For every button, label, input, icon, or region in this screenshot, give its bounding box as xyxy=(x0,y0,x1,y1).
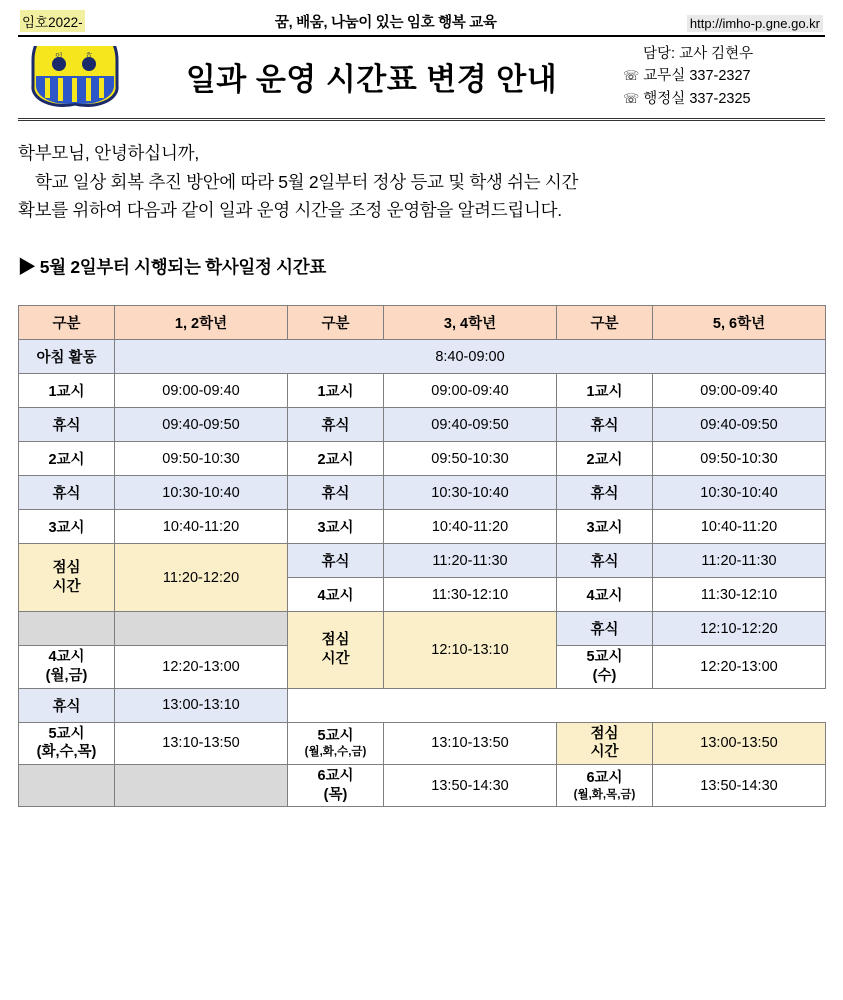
greeting-line: 학부모님, 안녕하십니까, xyxy=(18,143,200,164)
period-label-line2: (목) xyxy=(323,786,348,803)
lunch-time-grade-5-6: 13:00-13:50 xyxy=(653,722,826,765)
rest-time: 09:40-09:50 xyxy=(115,408,288,442)
table-row xyxy=(19,510,826,544)
table-row xyxy=(19,442,826,476)
lunch-time-grade-1-2: 11:20-12:20 xyxy=(115,544,288,612)
period-time: 09:50-10:30 xyxy=(653,442,826,476)
period-label: 2교시 xyxy=(19,442,115,476)
period-label-line2: (수) xyxy=(592,667,617,684)
empty-cell xyxy=(115,765,288,807)
period-label-line1: 6교시 xyxy=(586,770,623,787)
rest-time: 09:40-09:50 xyxy=(384,408,557,442)
lunch-label-grade-3-4 xyxy=(288,612,384,688)
period-label: 1교시 xyxy=(19,374,115,408)
school-emblem-icon xyxy=(29,46,121,108)
rest-label: 휴식 xyxy=(557,612,653,646)
column-header-division-1: 구분 xyxy=(19,306,115,340)
column-header-grade-5-6: 5, 6학년 xyxy=(653,306,826,340)
period-label: 2교시 xyxy=(557,442,653,476)
period-time: 09:50-10:30 xyxy=(115,442,288,476)
period-label: 3교시 xyxy=(19,510,115,544)
period-label-line2: (화,수,목) xyxy=(36,744,97,761)
column-header-division-2: 구분 xyxy=(288,306,384,340)
rest-label: 휴식 xyxy=(557,408,653,442)
contact-office-label: 교무실 337-2327 xyxy=(643,68,751,85)
contact-admin-label: 행정실 337-2325 xyxy=(643,90,751,107)
period-time: 13:10-13:50 xyxy=(384,722,557,765)
lunch-label-grade-5-6 xyxy=(557,722,653,765)
rest-time: 09:40-09:50 xyxy=(653,408,826,442)
period-label: 1교시 xyxy=(288,374,384,408)
timetable xyxy=(18,305,826,807)
rest-label: 휴식 xyxy=(19,688,115,722)
svg-text:호: 호 xyxy=(85,51,93,61)
lunch-label-line1: 점심 xyxy=(321,632,350,649)
table-row xyxy=(19,544,826,578)
lunch-time-grade-3-4: 12:10-13:10 xyxy=(384,612,557,688)
logo-container xyxy=(20,46,130,108)
rest-label: 휴식 xyxy=(288,544,384,578)
period-label xyxy=(557,646,653,688)
phone-icon: ☏ xyxy=(623,68,640,84)
lunch-label-grade-1-2 xyxy=(19,544,115,612)
morning-activity-label: 아침 활동 xyxy=(19,340,115,374)
period-time: 09:50-10:30 xyxy=(384,442,557,476)
period-time: 12:20-13:00 xyxy=(653,646,826,688)
lunch-label-line1: 점심 xyxy=(52,560,81,577)
period-label: 3교시 xyxy=(288,510,384,544)
period-label xyxy=(288,765,384,807)
period-time: 10:40-11:20 xyxy=(115,510,288,544)
empty-cell xyxy=(115,612,288,646)
morning-activity-time: 8:40-09:00 xyxy=(115,340,826,374)
body-paragraph-2: 확보를 위하여 다음과 같이 일과 운영 시간을 조정 운영함을 알려드립니다. xyxy=(18,200,562,221)
school-slogan: 꿈, 배움, 나눔이 있는 임호 행복 교육 xyxy=(274,15,497,31)
contact-person: 담당: 교사 김현우 xyxy=(643,46,754,62)
period-label xyxy=(288,722,384,765)
table-row xyxy=(19,765,826,807)
lunch-label-line2: 시간 xyxy=(52,578,81,595)
period-label-line1: 6교시 xyxy=(317,768,354,785)
contact-admin xyxy=(623,88,823,110)
period-label-line1: 5교시 xyxy=(48,725,85,742)
header-main xyxy=(18,37,825,121)
table-row xyxy=(19,340,826,374)
period-label xyxy=(19,722,115,765)
period-time: 10:40-11:20 xyxy=(653,510,826,544)
contact-block xyxy=(623,43,823,110)
body-paragraph-1: 학교 일상 회복 추진 방안에 따라 5월 2일부터 정상 등교 및 학생 쉬는 시간 xyxy=(35,171,579,192)
page-title: 일과 운영 시간표 변경 안내 xyxy=(185,62,558,98)
period-time: 09:00-09:40 xyxy=(115,374,288,408)
rest-time: 13:00-13:10 xyxy=(115,688,288,722)
period-label: 2교시 xyxy=(288,442,384,476)
period-label: 4교시 xyxy=(288,578,384,612)
table-row xyxy=(19,612,826,646)
column-header-grade-1-2: 1, 2학년 xyxy=(115,306,288,340)
period-time: 13:50-14:30 xyxy=(653,765,826,807)
lunch-label-line2: 시간 xyxy=(590,744,619,761)
table-row xyxy=(19,476,826,510)
period-time: 12:20-13:00 xyxy=(115,646,288,688)
section-heading: ▶ 5월 2일부터 시행되는 학사일정 시간표 xyxy=(18,257,326,278)
svg-text:임: 임 xyxy=(55,51,63,61)
rest-time: 10:30-10:40 xyxy=(653,476,826,510)
period-label-line1: 5교시 xyxy=(586,649,623,666)
rest-label: 휴식 xyxy=(288,476,384,510)
lunch-label-line1: 점심 xyxy=(590,725,619,742)
rest-time: 10:30-10:40 xyxy=(384,476,557,510)
phone-icon: ☏ xyxy=(623,90,640,106)
period-label-line2: (월,금) xyxy=(45,667,88,684)
period-time: 09:00-09:40 xyxy=(653,374,826,408)
rest-time: 12:10-12:20 xyxy=(653,612,826,646)
period-time: 13:10-13:50 xyxy=(115,722,288,765)
school-website-url: http://imho-p.gne.go.kr xyxy=(687,15,823,32)
rest-label: 휴식 xyxy=(557,476,653,510)
period-time: 09:00-09:40 xyxy=(384,374,557,408)
rest-time: 10:30-10:40 xyxy=(115,476,288,510)
rest-label: 휴식 xyxy=(557,544,653,578)
period-label: 4교시 xyxy=(557,578,653,612)
contact-office xyxy=(623,65,823,87)
rest-label: 휴식 xyxy=(19,408,115,442)
period-label: 1교시 xyxy=(557,374,653,408)
period-time: 10:40-11:20 xyxy=(384,510,557,544)
empty-cell xyxy=(19,612,115,646)
rest-label: 휴식 xyxy=(288,408,384,442)
empty-cell xyxy=(19,765,115,807)
column-header-grade-3-4: 3, 4학년 xyxy=(384,306,557,340)
period-time: 13:50-14:30 xyxy=(384,765,557,807)
table-header-row xyxy=(19,306,826,340)
period-label xyxy=(557,765,653,807)
header-top-bar xyxy=(18,10,825,37)
rest-time: 11:20-11:30 xyxy=(384,544,557,578)
document-number: 임호2022- xyxy=(20,10,85,32)
period-label xyxy=(19,646,115,688)
table-row xyxy=(19,722,826,765)
period-time: 11:30-12:10 xyxy=(653,578,826,612)
column-header-division-3: 구분 xyxy=(557,306,653,340)
period-time: 11:30-12:10 xyxy=(384,578,557,612)
period-label-line2: (월,화,목,금) xyxy=(573,788,636,801)
period-label-line1: 5교시 xyxy=(317,727,354,744)
period-label: 3교시 xyxy=(557,510,653,544)
period-label-line2: (월,화,수,금) xyxy=(304,746,367,759)
lunch-label-line2: 시간 xyxy=(321,650,350,667)
table-row xyxy=(19,408,826,442)
rest-time: 11:20-11:30 xyxy=(653,544,826,578)
period-label-line1: 4교시 xyxy=(48,649,85,666)
rest-label: 휴식 xyxy=(19,476,115,510)
table-row xyxy=(19,374,826,408)
table-row xyxy=(19,688,826,722)
